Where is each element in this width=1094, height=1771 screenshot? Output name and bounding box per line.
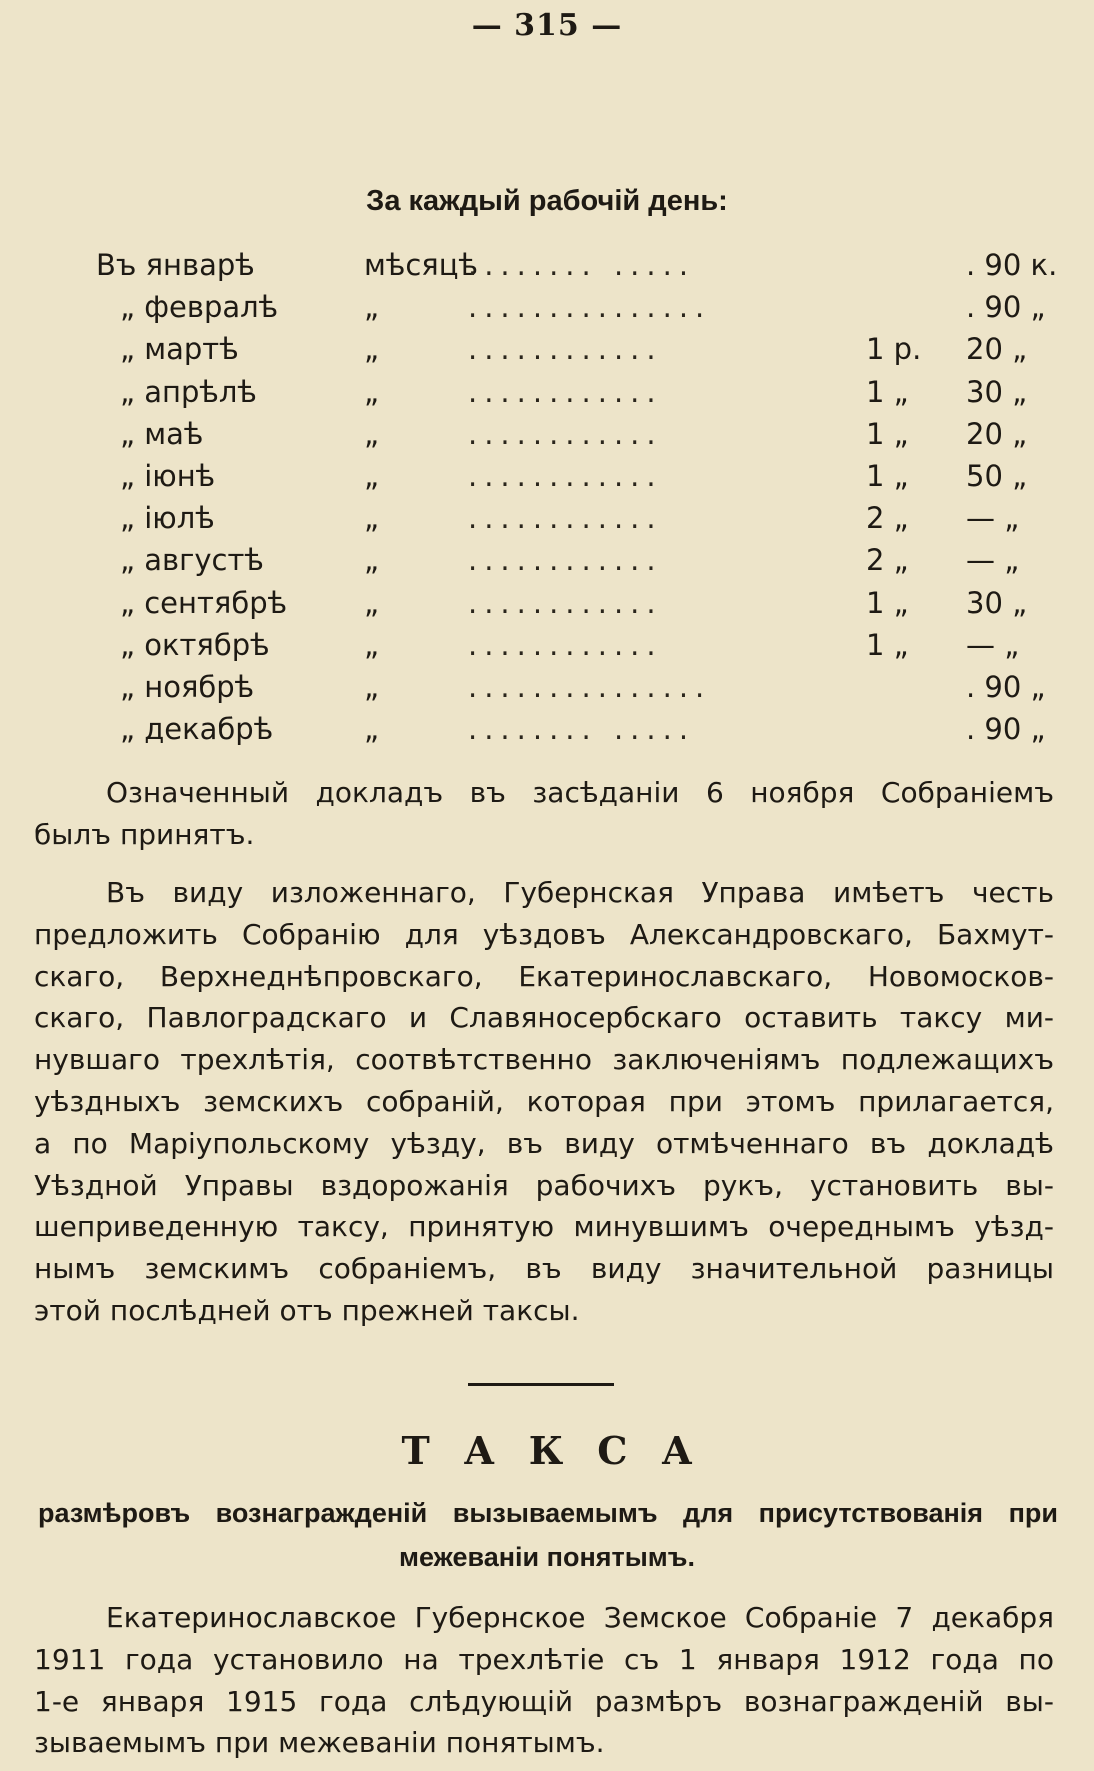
section-title: ТАКСА	[401, 1428, 727, 1473]
paragraph-report-accepted	[34, 772, 1054, 856]
wage-row	[96, 582, 1056, 624]
month-name: „ іюнѣ	[120, 458, 216, 493]
leader-dots: ...............	[468, 669, 712, 704]
ditto-mark: „	[364, 712, 380, 747]
paragraph-resolution	[34, 1597, 1054, 1764]
text-line: предложить Собранію для уѣздовъ Александровскаго, Бахмут-	[34, 917, 1054, 951]
month-name: „ апрѣлѣ	[120, 374, 257, 409]
wage-table	[96, 244, 1056, 750]
ditto-mark: „	[364, 416, 380, 451]
text-line: шеприведенную таксу, принятую минувшимъ очереднымъ уѣзд-	[34, 1210, 1054, 1244]
wage-row	[96, 666, 1056, 708]
leader-dots: ............	[468, 458, 663, 493]
leader-dots: ............	[468, 374, 663, 409]
rubles-value: 2 „	[866, 501, 909, 536]
text-line: уѣздныхъ земскихъ собраній, которая при этомъ прилагается,	[34, 1084, 1054, 1118]
leader-dots: ........ .....	[468, 248, 696, 282]
kopecks-value: 20 „	[966, 332, 1028, 367]
kopecks-value: . 90 „	[966, 669, 1046, 704]
kopecks-value: 30 „	[966, 585, 1028, 620]
wage-row	[96, 539, 1056, 581]
ditto-mark: „	[364, 669, 380, 704]
wage-row	[96, 624, 1056, 666]
month-name: „ маѣ	[120, 416, 204, 451]
month-name: „ октябрѣ	[120, 627, 270, 662]
text-line: Екатеринославское Губернское Земское Собраніе 7 декабря	[106, 1601, 1054, 1634]
kopecks-value: . 90 „	[966, 290, 1046, 325]
month-name: „ іюлѣ	[120, 501, 215, 536]
month-name: „ февралѣ	[120, 290, 279, 325]
text-line: скаго, Верхнеднѣпровскаго, Екатеринославскаго, Новомосков-	[34, 959, 1054, 993]
wage-row	[96, 328, 1056, 370]
paragraph-proposal	[34, 872, 1054, 1332]
rubles-value: 1 „	[866, 627, 909, 662]
section-subtitle-line1: размѣровъ вознагражденій вызываемымъ для присутствованія при	[38, 1498, 1058, 1528]
leader-dots: ............	[468, 543, 663, 578]
ditto-mark: „	[364, 374, 380, 409]
rubles-value: 1 „	[866, 458, 909, 493]
wage-row	[96, 497, 1056, 539]
leader-dots: ........ .....	[468, 712, 696, 747]
leader-dots: ............	[468, 585, 663, 620]
month-name: „ сентябрѣ	[120, 585, 288, 620]
ditto-mark: „	[364, 585, 380, 620]
leader-dots: ...............	[468, 290, 712, 325]
text-line: Означенный докладъ въ засѣданіи 6 ноября Собраніемъ	[106, 776, 1054, 809]
ditto-mark: „	[364, 627, 380, 662]
month-name: „ ноябрѣ	[120, 669, 255, 704]
section-divider	[468, 1383, 614, 1386]
rubles-value: 2 „	[866, 543, 909, 578]
leader-dots: ............	[468, 416, 663, 451]
ditto-mark: „	[364, 458, 380, 493]
kopecks-value: 20 „	[966, 416, 1028, 451]
kopecks-value: 50 „	[966, 458, 1028, 493]
rubles-value: 1 р.	[866, 332, 922, 367]
text-line: зываемымъ при межеваніи понятымъ.	[34, 1726, 605, 1760]
section-subtitle-line2: межеваніи понятымъ.	[399, 1542, 695, 1572]
kopecks-value: . 90 „	[966, 712, 1046, 747]
month-name: „ мартѣ	[120, 332, 239, 367]
text-line: скаго, Павлоградскаго и Славяносербскаго оставить таксу ми-	[34, 1001, 1054, 1035]
wage-row	[96, 286, 1056, 328]
ditto-mark: „	[364, 543, 380, 578]
text-line: этой послѣдней отъ прежней таксы.	[34, 1293, 580, 1327]
leader-dots: ............	[468, 332, 663, 367]
month-name: Въ январѣ	[96, 248, 255, 282]
leader-dots: ............	[468, 501, 663, 536]
text-line: а по Маріупольскому уѣзду, въ виду отмѣченнаго въ докладѣ	[34, 1126, 1054, 1160]
kopecks-value: 30 „	[966, 374, 1028, 409]
ditto-mark: мѣсяцѣ	[364, 248, 478, 282]
kopecks-value: . 90 к.	[966, 248, 1058, 282]
month-name: „ декабрѣ	[120, 712, 274, 747]
wage-row	[96, 371, 1056, 413]
text-line: Уѣздной Управы вздорожанія рабочихъ рукъ, установить вы-	[34, 1168, 1054, 1202]
text-line: 1-е января 1915 года слѣдующій размѣръ вознагражденій вы-	[34, 1684, 1054, 1718]
wage-row	[96, 413, 1056, 455]
text-line: былъ принятъ.	[34, 817, 255, 851]
rubles-value: 1 „	[866, 416, 909, 451]
text-line: 1911 года установило на трехлѣтіе съ 1 января 1912 года по	[34, 1642, 1054, 1676]
month-name: „ августѣ	[120, 543, 264, 578]
kopecks-value: — „	[966, 543, 1020, 578]
wage-row	[96, 708, 1056, 750]
ditto-mark: „	[364, 332, 380, 367]
wage-row	[96, 455, 1056, 497]
kopecks-value: — „	[966, 501, 1020, 536]
ditto-mark: „	[364, 290, 380, 325]
wage-row	[96, 244, 1056, 286]
wage-heading: За каждый рабочій день:	[366, 185, 728, 217]
ditto-mark: „	[364, 501, 380, 536]
page-number: — 315 —	[471, 8, 623, 43]
text-line: Въ виду изложеннаго, Губернская Управа имѣетъ честь	[106, 876, 1054, 909]
kopecks-value: — „	[966, 627, 1020, 662]
rubles-value: 1 „	[866, 585, 909, 620]
text-line: нувшаго трехлѣтія, соотвѣтственно заключеніямъ подлежащихъ	[34, 1043, 1054, 1077]
leader-dots: ............	[468, 627, 663, 662]
rubles-value: 1 „	[866, 374, 909, 409]
text-line: нымъ земскимъ собраніемъ, въ виду значительной разницы	[34, 1252, 1054, 1286]
